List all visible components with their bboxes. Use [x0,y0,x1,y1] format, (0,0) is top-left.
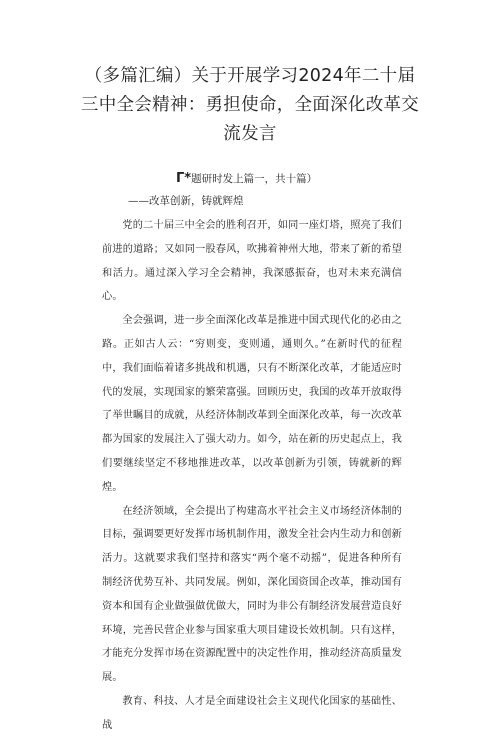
paragraph-1: 党的二十届三中全会的胜利召开，如同一座灯塔，照亮了我们前进的道路；又如同一股春风，吹拂着神州大地，带来了新的希望和活力。通过深入学习全会精神，我深感振奋，也对未来充满信心。 [102,220,402,303]
subtitle-mark: Γ* [176,171,192,186]
paragraph-2: 全会强调，进一步全面深化改革是推进中国式现代化的必由之路。正如古人云：“穷则变，变则通，通则久。”在新时代的征程中，我们面临着诸多挑战和机遇，只有不断深化改革，才能适应时代的发展，实现国家的繁荣富强。回顾历史，我国的改革开放取得了举世瞩目的成就，从经济体制改革到全面深化改革，每一次改革都为国家的发展注入了强大动力。如今，站在新的历史起点上，我们要继续坚定不移地推进改革，以改革创新为引领，铸就新的辉煌。 [102,315,402,493]
title-line-2: 三中全会精神：勇担使命，全面深化改革交 [80,95,420,115]
document-title [60,62,440,149]
title-line-3: 流发言 [223,124,277,144]
document-body [102,214,402,738]
paragraph-4: 教育、科技、人才是全面建设社会主义现代化国家的基础性、战 [102,695,402,731]
subtitle-text: 题研时发上篇一，共十篇） [191,173,318,185]
paragraph-3: 在经济领域，全会提出了构建高水平社会主义市场经济体制的目标，强调要更好发挥市场机制作用，激发全社会内生动力和创新活力。这就要求我们坚持和落实“两个毫不动摇”，促进各种所有制经济优势互补、共同发展。例如，深化国资国企改革，推动国有资本和国有企业做强做优做大，同时为非公有制经济发展营造良好环境，完善民营企业参与国家重大项目建设长效机制。只有这样，才能充分发挥市场在资源配置中的决定性作用，推动经济高质量发展。 [102,505,402,684]
document-subtitle [176,171,317,187]
title-line-1: （多篇汇编）关于开展学习2024年二十届 [84,66,416,86]
section-motto: ——改革创新，铸就辉煌 [128,195,244,207]
